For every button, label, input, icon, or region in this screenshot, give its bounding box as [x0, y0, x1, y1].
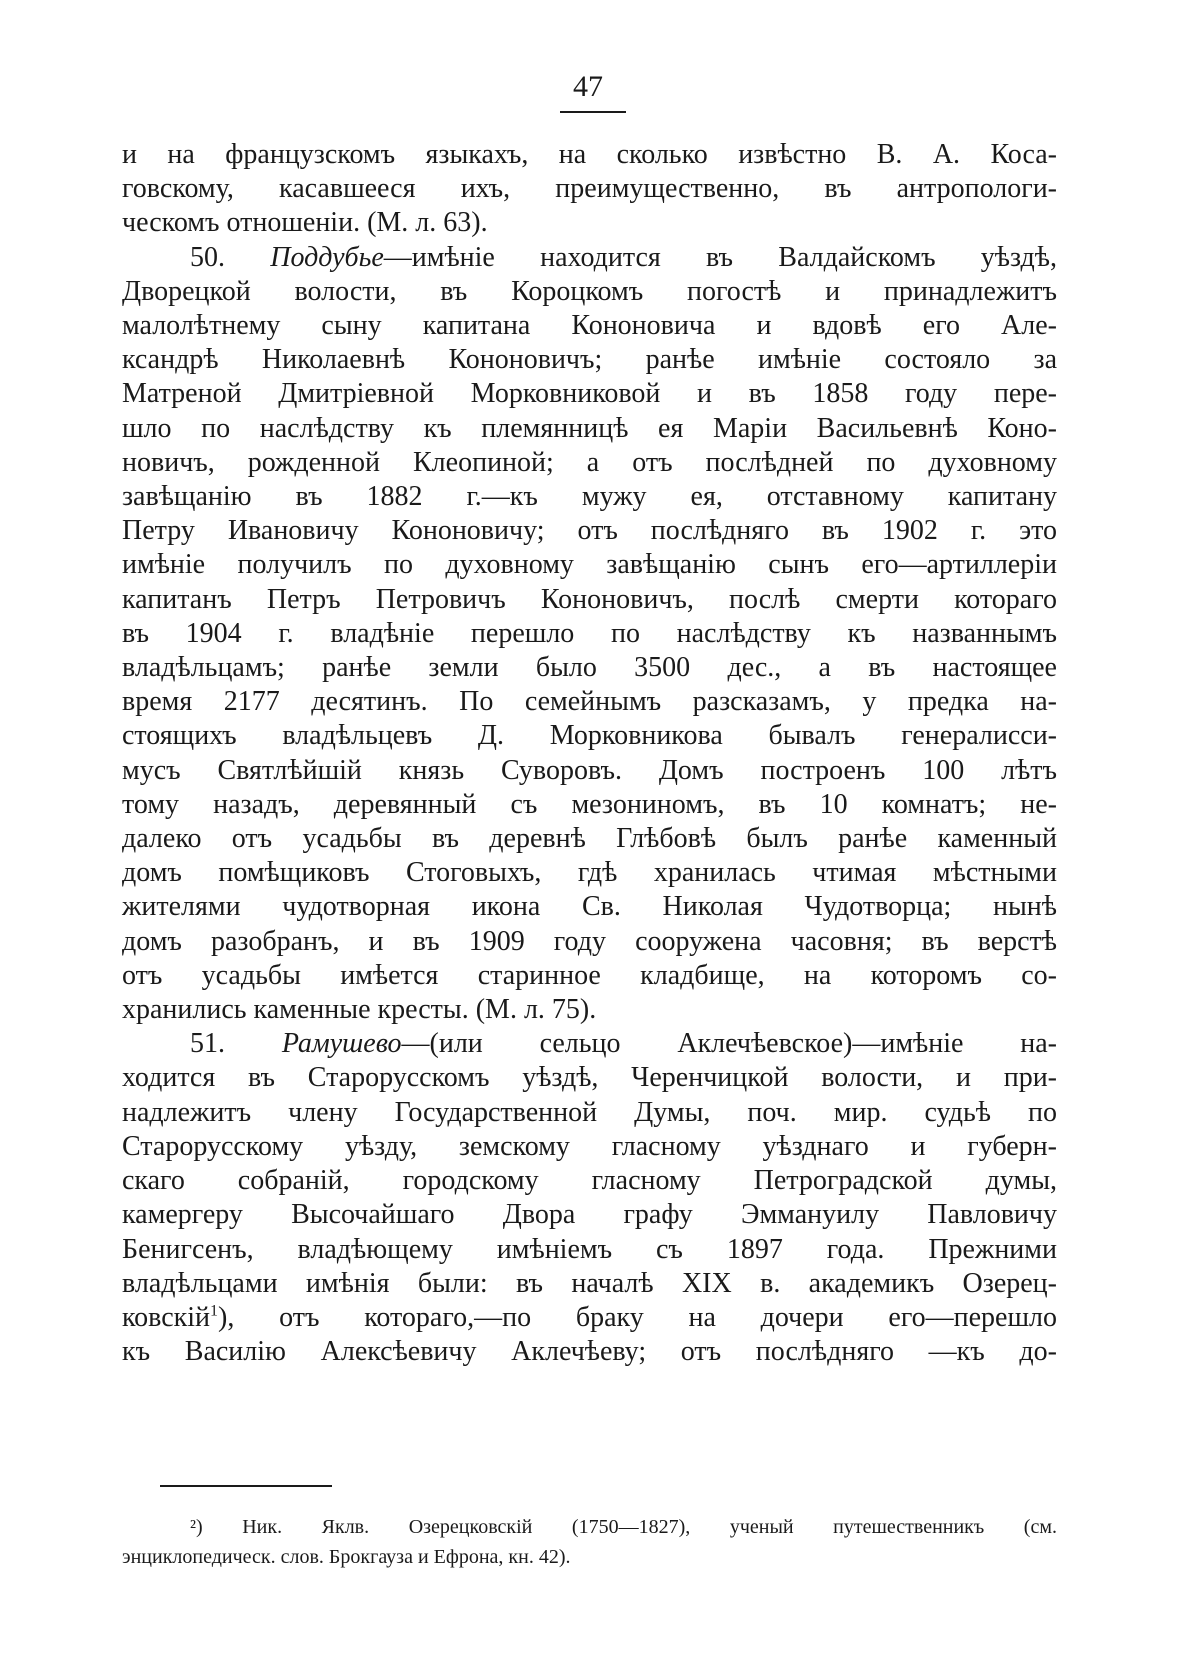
text-line: завѣщанію въ 1882 г.—къ мужу ея, отставному капитану: [122, 481, 1057, 513]
entry-name: Рамушево: [281, 1028, 402, 1060]
text-line: стоящихъ владѣльцевъ Д. Морковникова бывалъ генералисси-: [122, 720, 1057, 752]
footnote-rule: [160, 1485, 332, 1487]
text-line: Бенигсенъ, владѣющему имѣніемъ съ 1897 года. Прежними: [122, 1233, 1057, 1265]
text-line: малолѣтнему сыну капитана Кононовича и вдовѣ его Але-: [122, 310, 1057, 342]
text-line: далеко отъ усадьбы въ деревнѣ Глѣбовѣ былъ ранѣе каменный: [122, 823, 1057, 855]
entry-heading-line: [122, 1027, 1057, 1061]
page-number-rule: [560, 111, 626, 113]
text-line: Старорусскому уѣзду, земскому гласному уѣзднаго и губерн-: [122, 1130, 1057, 1162]
footnote-line: энциклопедическ. слов. Брокгауза и Ефрона, кн. 42).: [122, 1546, 571, 1568]
text-line: говскому, касавшееся ихъ, преимущественно, въ антропологи-: [122, 173, 1057, 205]
text-line: новичъ, рожденной Клеопиной; а отъ послѣдней по духовному: [122, 446, 1057, 478]
text-line: отъ усадьбы имѣется старинное кладбище, на которомъ со-: [122, 959, 1057, 991]
text-line: Петру Ивановичу Кононовичу; отъ послѣдняго въ 1902 г. это: [122, 515, 1057, 547]
text-line: камергеру Высочайшаго Двора графу Эммануилу Павловичу: [122, 1199, 1057, 1231]
text-line: владѣльцамъ; ранѣе земли было 3500 дес., а въ настоящее: [122, 652, 1057, 684]
entry-number: 50.: [190, 241, 225, 273]
text-fragment: ковскій: [122, 1301, 211, 1333]
text-line: ксандрѣ Николаевнѣ Кононовичъ; ранѣе имѣніе состояло за: [122, 344, 1057, 376]
entry-number: 51.: [190, 1028, 225, 1060]
text-line: мусъ Святлѣйшій князь Суворовъ. Домъ построенъ 100 лѣтъ: [122, 754, 1057, 786]
text-line: тому назадъ, деревянный съ мезониномъ, въ 10 комнатъ; не-: [122, 788, 1057, 820]
text-line: жителями чудотворная икона Св. Николая Чудотворца; нынѣ: [122, 891, 1057, 923]
text-line: скаго собраній, городскому гласному Петроградской думы,: [122, 1165, 1057, 1197]
text-line: имѣніе получилъ по духовному завѣщанію сынъ его—артиллеріи: [122, 549, 1057, 581]
text-line: капитанъ Петръ Петровичъ Кононовичъ, послѣ смерти котораго: [122, 583, 1057, 615]
text-line: хранились каменные кресты. (М. л. 75).: [122, 994, 597, 1026]
text-fragment: ), отъ котораго,—по браку на дочери его—перешло: [218, 1301, 1057, 1333]
text-line: владѣльцами имѣнія были: въ началѣ XIX в. академикъ Озерец-: [122, 1267, 1057, 1299]
text-line: домъ разобранъ, и въ 1909 году сооружена часовня; въ верстѣ: [122, 925, 1057, 957]
text-line: въ 1904 г. владѣніе перешло по наслѣдству къ названнымъ: [122, 617, 1057, 649]
footnote-marker: 1: [210, 1302, 219, 1320]
footnote: [122, 1512, 1057, 1572]
footnote-line: ²) Ник. Яклв. Озерецковскій (1750—1827), ученый путешественникъ (см.: [190, 1516, 1057, 1538]
entry-heading-line: [122, 241, 1057, 275]
main-text: [122, 138, 1057, 1369]
entry-heading-rest: —(или сельцо Аклечѣевское)—имѣніе на-: [401, 1028, 1057, 1060]
entry-heading-rest: —имѣніе находится въ Валдайскомъ уѣздѣ,: [383, 241, 1058, 273]
text-line-with-footnote: [122, 1301, 1057, 1335]
text-line: къ Василію Алексѣевичу Аклечѣеву; отъ послѣдняго —къ до-: [122, 1336, 1057, 1368]
entry-name: Поддубье: [270, 241, 384, 273]
text-line: Матреной Дмитріевной Морковниковой и въ 1858 году пере-: [122, 378, 1057, 410]
text-line: и на французскомъ языкахъ, на сколько извѣстно В. А. Коса-: [122, 139, 1057, 170]
page-number: 47: [573, 70, 603, 103]
text-line: домъ помѣщиковъ Стоговыхъ, гдѣ хранилась чтимая мѣстными: [122, 857, 1057, 889]
text-line: ческомъ отношеніи. (М. л. 63).: [122, 207, 488, 239]
text-line: время 2177 десятинъ. По семейнымъ разсказамъ, у предка на-: [122, 686, 1057, 718]
text-line: шло по наслѣдству къ племянницѣ ея Маріи Васильевнѣ Коно-: [122, 412, 1057, 444]
text-line: ходится въ Старорусскомъ уѣздѣ, Черенчицкой волости, и при-: [122, 1062, 1057, 1094]
text-line: надлежитъ члену Государственной Думы, поч. мир. судьѣ по: [122, 1096, 1057, 1128]
text-line: Дворецкой волости, въ Короцкомъ погостѣ и принадлежитъ: [122, 275, 1057, 307]
